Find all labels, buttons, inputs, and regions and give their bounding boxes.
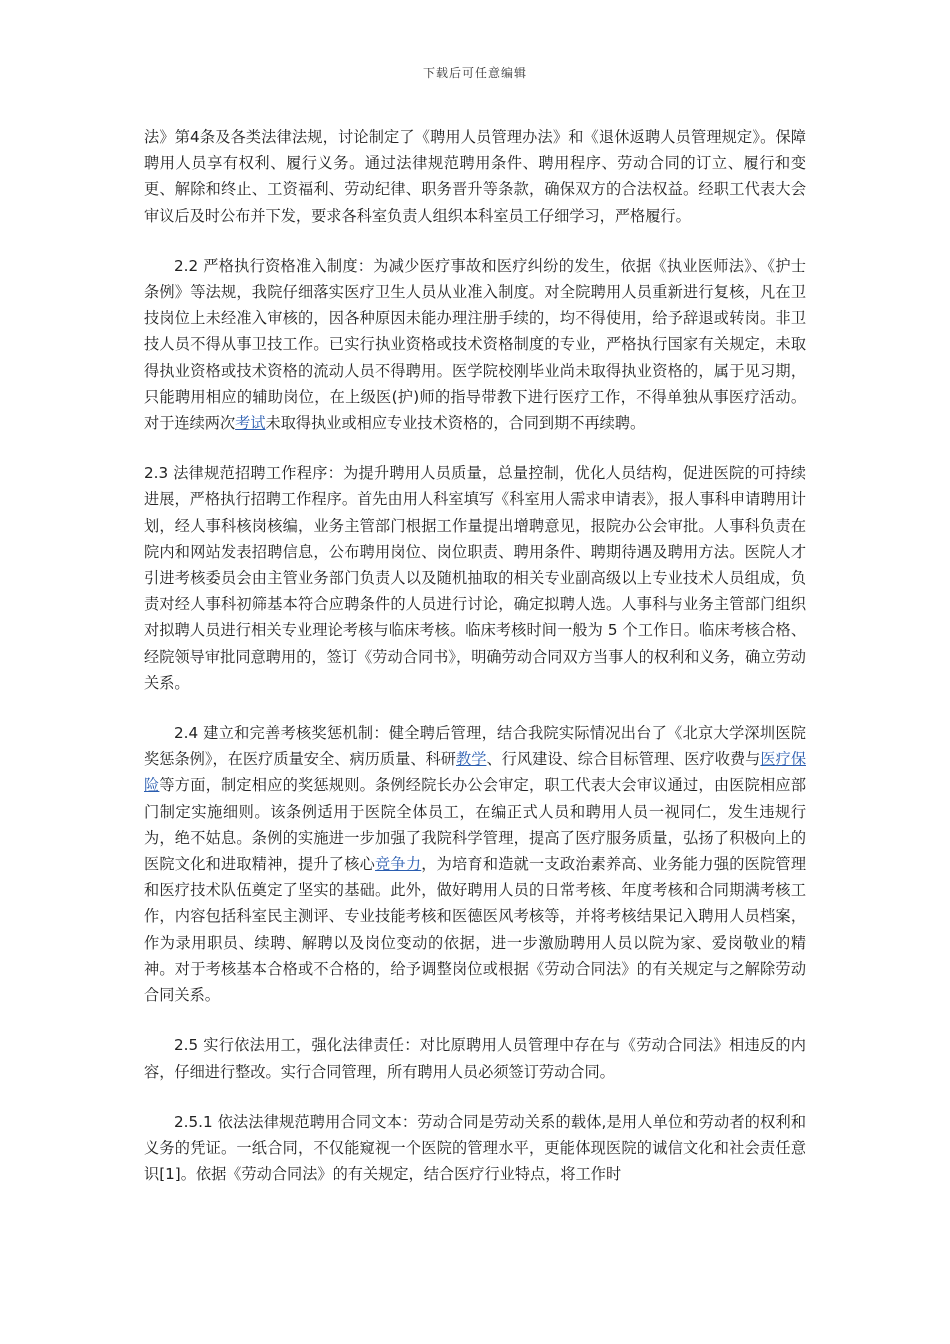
text-run: 条及各类法律法规，讨论制定了《聘用人员管理办法》和《退休返聘人员管理规定》。保障聘用人员享有权利、履行义务。通过法律规范聘用条件、聘用程序、劳动合同的订立、履行和变更、解除和终止、工资福利、劳动纪律、职务晋升等条款，确保双方的合法权益。经职工代表大会审议后及时公布并下发，要求各科室负责人组织本科室员工仔细学习，严格履行。 — [144, 128, 806, 225]
inline-link[interactable]: 竞争力 — [375, 855, 422, 874]
document-body — [144, 124, 806, 1211]
paragraph — [144, 124, 806, 229]
text-run: 4 — [190, 128, 200, 146]
text-run: 师的指导带教下进行医疗工作，不得单独从事医疗活动。对于连续两次 — [144, 387, 807, 433]
text-run: 。依据《劳动合同法》的有关规定，结合医疗行业特点，将工作时 — [180, 1165, 622, 1184]
text-run: 、行风建设、综合目标管理、医疗收费与 — [486, 750, 761, 769]
page-header: 下载后可任意编辑 — [422, 66, 527, 80]
text-run: ( — [391, 387, 398, 406]
text-run: 依法法律规范聘用合同文本：劳动合同是劳动关系的载体 — [212, 1112, 602, 1131]
text-run: 2.3 — [144, 464, 169, 483]
text-run: 护 — [397, 387, 414, 406]
text-run: 2.5 — [174, 1036, 199, 1055]
text-run: , — [601, 1112, 607, 1131]
text-run: ，为培育和造就一支政治素养高、业务能力强的医院管理和医疗技术队伍奠定了坚实的基础。此外，做好聘用人员的日常考核、年度考核和合同期满考核工作，内容包括科室民主测评、专业技能考核和医德医风考核等，并将考核结果记入聘用人员档案，作为录用职员、续聘、解聘以及岗位变动的依据，进一步激励聘用人员以院为家、爱岗敬业的精神。对于考核基本合格或不合格的，给予调整岗位或根据《劳动合同法》的有关规定与之解除劳动合同关系。 — [144, 855, 807, 1005]
inline-link[interactable]: 考试 — [235, 414, 266, 433]
text-run: 建立和完善考核奖惩机制：健全聘后管理，结合我院实际情况出台了《北京大学深圳医院奖惩条例》，在医疗质量安全、病历质量、科研 — [144, 724, 806, 769]
text-run: 等方面，制定相应的奖惩规则。条例经院长办公会审定，职工代表大会审议通过，由医院相应部门制定实施细则。该条例适用于医院全体员工，在编正式人员和聘用人员一视同仁，发生违规行为，绝不姑息。条例的实施进一步加强了我院科学管理，提高了医疗服务质量，弘扬了积极向上的医院文化和进取精神，提升了核心 — [144, 776, 807, 874]
text-run: 法律规范招聘工作程序：为提升聘用人员质量，总量控制，优化人员结构，促进医院的可持续进展，严格执行招聘工作程序。首先由用人科室填写《科室用人需求申请表》，报人事科申请聘用计划，经人事科核岗核编，业务主管部门根据工作量提出增聘意见，报院办公会审批。人事科负责在院内和网站发表招聘信息，公布聘用岗位、岗位职责、聘用条件、聘期待遇及聘用方法。医院人才引进考核委员会由主管业务部门负责人以及随机抽取的相关专业副高级以上专业技术人员组成，负责对经人事科初筛基本符合应聘条件的人员进行讨论，确定拟聘人选。人事科与业务主管部门组织对拟聘人员进行相关专业理论考核与临床考核。临床考核时间一般为 — [144, 464, 806, 640]
paragraph — [144, 1109, 806, 1188]
text-run: 2.2 — [174, 256, 199, 275]
text-run: 5 — [602, 621, 623, 640]
inline-link[interactable]: 教学 — [456, 750, 487, 769]
text-run: 未取得执业或相应专业技术资格的，合同到期不再续聘。 — [265, 414, 646, 433]
text-run: ) — [413, 387, 420, 406]
text-run: [1] — [159, 1165, 181, 1184]
paragraph — [144, 1032, 806, 1084]
inline-link[interactable]: 医疗保险 — [144, 750, 806, 795]
text-run: 2.4 — [174, 724, 199, 743]
text-run: 实行依法用工，强化法律责任：对比原聘用人员管理中存在与《劳动合同法》相违反的内容，仔细进行整改。实行合同管理，所有聘用人员必须签订劳动合同。 — [144, 1036, 806, 1081]
text-run: 个工作日。临床考核合格、经院领导审批同意聘用的，签订《劳动合同书》，明确劳动合同双方当事人的权利和义务，确立劳动关系。 — [144, 621, 807, 692]
text-run: 2.5.1 — [174, 1112, 213, 1131]
paragraph — [144, 253, 806, 436]
text-run: 是用人单位和劳动者的权利和义务的凭证。一纸合同，不仅能窥视一个医院的管理水平，更能体现医院的诚信文化和社会责任意识 — [144, 1112, 807, 1184]
paragraph — [144, 720, 806, 1008]
text-run: 严格执行资格准入制度：为减少医疗事故和医疗纠纷的发生，依据《执业医师法》、《护士条例》等法规，我院仔细落实医疗卫生人员从业准入制度。对全院聘用人员重新进行复核，凡在卫技岗位上未经准入审核的，因各种原因未能办理注册手续的，均不得使用，给予辞退或转岗。非卫技人员不得从事卫技工作。已实行执业资格或技术资格制度的专业，严格执行国家有关规定，未取得执业资格或技术资格的流动人员不得聘用。医学院校刚毕业尚未取得执业资格的，属于见习期，只能聘用相应的辅助岗位，在上级医 — [144, 256, 806, 406]
text-run: 法》第 — [144, 128, 191, 146]
paragraph — [144, 460, 806, 696]
